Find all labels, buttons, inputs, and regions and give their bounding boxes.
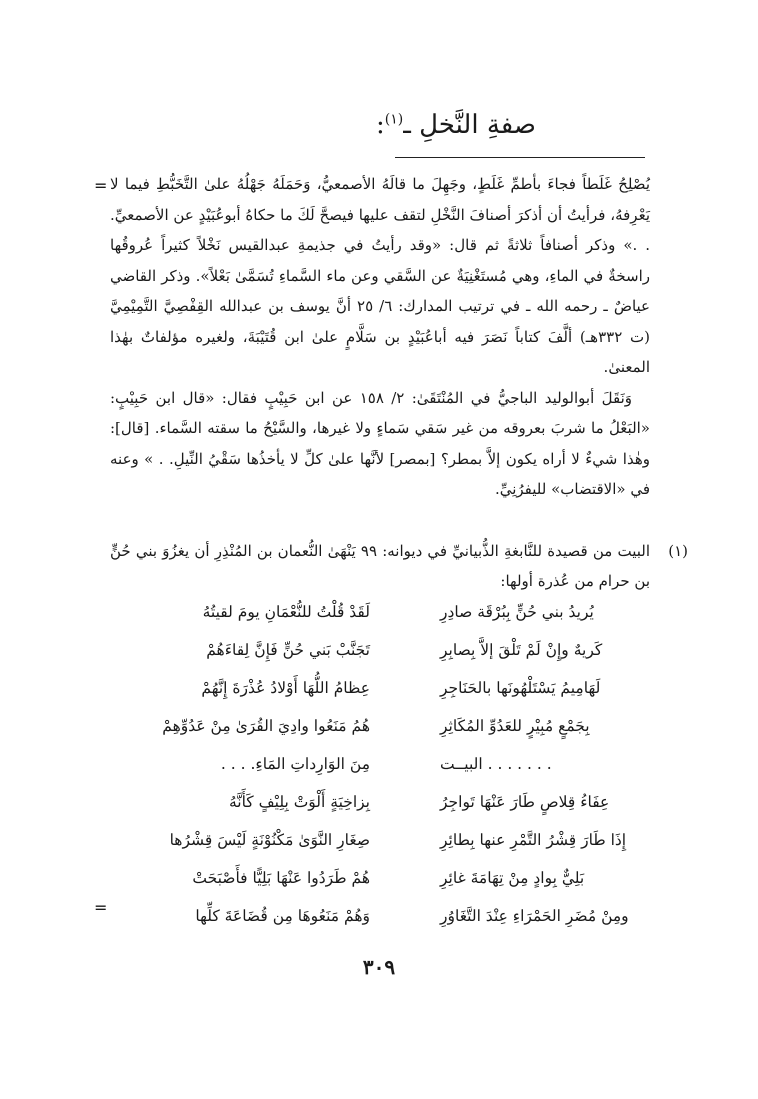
- verse-second-hemistich: عِفَاءُ قِلاصٍ طَارَ عَنْهَا تَواجِرُ: [440, 793, 610, 811]
- verse-first-hemistich: هُمُ مَنَعُوا وادِيَ القُرَىٰ مِنْ عَدُوِّهِمْ: [162, 717, 370, 735]
- footnote: [110, 536, 688, 596]
- verse-second-hemistich: كَريهٌ وإِنْ لَمْ تَلْقَ إلاَّ بِصابِرِ: [440, 641, 603, 659]
- poem: [110, 593, 650, 935]
- footnote-marker: (١): [668, 542, 688, 560]
- verse-line: [110, 897, 650, 935]
- verse-first-hemistich: لَقَدْ قُلْتُ للنُّعْمَانِ يومَ لقيتُهُ: [202, 603, 370, 621]
- verse-first-hemistich: مِنَ الوَارِداتِ المَاءِ. . . .: [220, 755, 370, 773]
- verse-first-hemistich: تَجَنَّبْ بَني حُنٍّ فَإِنَّ لِقاءَهُمْ: [206, 641, 370, 659]
- verse-line: [110, 669, 650, 707]
- verse-first-hemistich: صِغَارِ النَّوَىٰ مَكْنُوْنَةٍ لَيْسَ قِشْرُها: [169, 831, 370, 849]
- paragraph: يُصْلِحُ غَلَطاً فجاءَ بأطمِّ غَلَطٍ، وجَهِلَ ما قالَهُ الأصمعيُّ، وَحَمَلَهُ جَهْلُهُ علىٰ التَّخَبُّطِ فيما لا يَعْرِفهُ، فرأيتُ أن أذكرَ أصنافَ النَّخْلِ لتقف عليها فيصحَّ لَكَ ما حكاهُ أبوعُبَيْدٍ عن الأصمعيِّ. . .» وذكر أصنافاً ثلاثةً ثم قال: «وقد رأيتُ في جذيمةِ عبدالقيس نَخْلاً كثيراً عُروقُها راسخةٌ في الماءِ، وهي مُستَغْنِيَةٌ عن السَّقي وعن ماء السَّماءِ تُسَمَّىٰ بَعْلاً». وذكر القاضي عياضٌ ـ رحمه الله ـ في ترتيب المدارك: ٦/ ٢٥ أنَّ يوسف بن عبدالله القِفْصِيَّ التَّمِيْمِيَّ (ت ٣٣٢هـ) ألَّفَ كتاباً نَصَرَ فيه أباعُبَيْدٍ بن سَلَّامٍ علىٰ ابن قُتَيْبَةَ، ولغيره مؤلفاتٌ بهٰذا المعنىٰ.: [110, 175, 651, 376]
- main-text: [110, 169, 650, 505]
- verse-first-hemistich: وَهُمْ مَنَعُوهَا مِن قُضَاعَةَ كلِّها: [195, 907, 370, 925]
- verse-line: [110, 593, 650, 631]
- footnote-text: البيت من قصيدة للنَّابغةِ الذُّبيانيِّ في ديوانه: ٩٩ يَنْهَىٰ النُّعمان بن المُنْذِرِ أن يغزُوَ بني حُنٍّ بن حرام من عُذرة أولها:: [110, 542, 650, 590]
- title-underline: [395, 157, 645, 158]
- verse-line: [110, 821, 650, 859]
- verse-line: [110, 859, 650, 897]
- verse-second-hemistich: إِذَا طَارَ قِشْرُ التَّمْرِ عنها بِطائِرِ: [440, 831, 627, 849]
- verse-first-hemistich: هُمْ طَرَدُوا عَنْهَا بَلِيًّا فأَصْبَحَتْ: [192, 869, 370, 887]
- verse-second-hemistich: بَلِيٌّ بِوادٍ مِنْ تِهَامَةَ غائِرِ: [440, 869, 585, 887]
- verse-first-hemistich: عِظامُ اللُّهَا أَوْلادُ عُذْرَةَ إِنَّهُمْ: [201, 679, 370, 697]
- verse-second-hemistich: . . . . . . . البيــت: [440, 755, 552, 773]
- continuation-mark-top: =: [94, 176, 108, 195]
- verse-second-hemistich: يُريدُ بني حُنٍّ بِبُرْقَة صادِرِ: [440, 603, 594, 621]
- verse-second-hemistich: ومِنْ مُضَرِ الحَمْرَاءِ عِنْدَ التَّغَاوُرِ: [440, 907, 629, 925]
- verse-second-hemistich: لَهَامِيمُ يَسْتَلْهُونَها بالحَنَاجِرِ: [440, 679, 601, 697]
- section-title-colon: :: [375, 110, 385, 140]
- verse-second-hemistich: بِجَمْعٍ مُبِيْرٍ للعَدُوِّ المُكَاثِرِ: [440, 717, 590, 735]
- verse-first-hemistich: بِزاخِيَةٍ أَلْوَتْ بِلِيْفٍ كَأَنَّهُ: [228, 793, 370, 811]
- verse-line: [110, 631, 650, 669]
- section-title: [376, 112, 536, 138]
- paragraph: وَنَقَلَ أبوالوليد الباجيُّ في المُنْتَقَىٰ: ٢/ ١٥٨ عن ابن حَبِيْبٍ فقال: «قال ابن حَبِيْبٍ: «البَعْلُ ما شربَ بعروقه من غير سَقي سَماءٍ ولا غيرها، والسَّيْحُ ما سقته السَّماء. [قال]: وهٰذا شيءٌ لا أراه يكون إلاَّ بمطر؟ [بمصر] لأنَّها علىٰ كلِّ لا يأخذُها سَقْيُ النِّيلِ. . » وعنه في «الاقتضاب» لليفرُنِيِّ.: [110, 388, 650, 498]
- continuation-mark-bottom: =: [94, 898, 108, 917]
- verse-line: [110, 745, 650, 783]
- verse-line: [110, 707, 650, 745]
- section-title-text: صفةِ النَّخلِ ـ: [403, 110, 536, 140]
- verse-line: [110, 783, 650, 821]
- page-number: ٣٠٩: [362, 955, 396, 979]
- title-footnote-ref: (١): [384, 111, 404, 128]
